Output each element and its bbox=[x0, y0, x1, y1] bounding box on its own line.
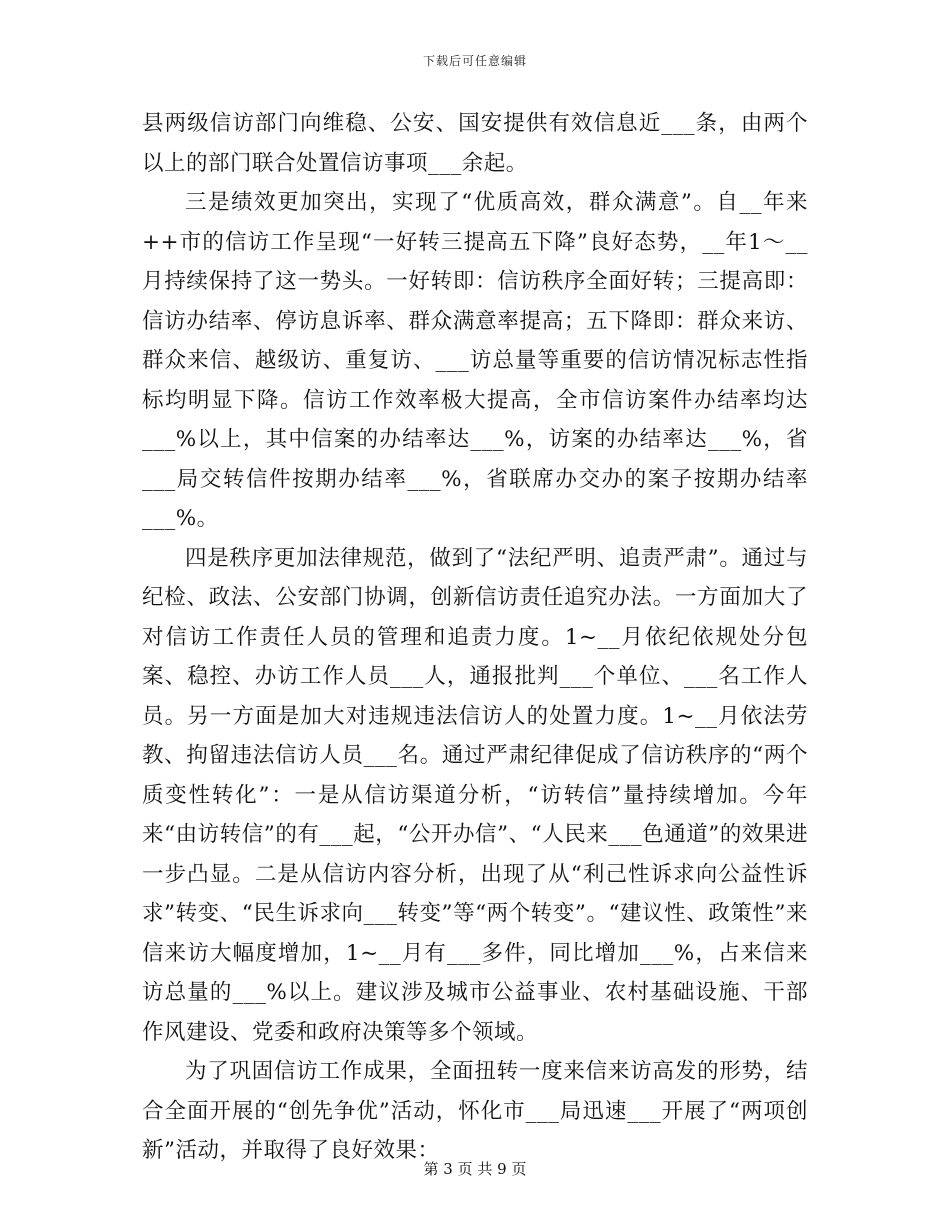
paragraph-performance: 三是绩效更加突出，实现了“优质高效，群众满意”。自__年来++市的信访工作呈现“一好转三提高五下降”良好态势，__年1～__月持续保持了这一势头。一好转即：信访秩序全面好转；三提高即：信访办结率、停访息诉率、群众满意率提高；五下降即：群众来访、群众来信、越级访、重复访、___访总量等重要的信访情况标志性指标均明显下降。信访工作效率极大提高，全市信访案件办结率均达___%以上，其中信案的办结率达___%，访案的办结率达___%，省___局交转信件按期办结率___%，省联席办交办的案子按期办结率___%。 bbox=[142, 190, 808, 531]
paragraph-order-legal: 四是秩序更加法律规范，做到了“法纪严明、追责严肃”。通过与纪检、政法、公安部门协调，创新信访责任追究办法。一方面加大了对信访工作责任人员的管理和追责力度。1~__月依纪依规处分包案、稳控、办访工作人员___人，通报批判___个单位、___名工作人员。另一方面是加大对违规违法信访人的处置力度。1~__月依法劳教、拘留违法信访人员___名。通过严肃纪律促成了信访秩序的“两个质变性转化”：一是从信访渠道分析，“访转信”量持续增加。今年来“由访转信”的有___起，“公开办信”、“人民来___色通道”的效果进一步凸显。二是从信访内容分析，出现了从“利己性诉求向公益性诉求”转变、“民生诉求向___转变”等“两个转变”。“建议性、政策性”来信来访大幅度增加，1~__月有___多件，同比增加___%，占来信来访总量的___%以上。建议涉及城市公益事业、农村基础设施、干部作风建设、党委和政府决策等多个领域。 bbox=[142, 545, 808, 1045]
document-body bbox=[142, 104, 808, 1171]
paragraph-continuation: 县两级信访部门向维稳、公安、国安提供有效信息近___条，由两个以上的部门联合处置信访事项___余起。 bbox=[142, 111, 808, 176]
page-number-footer: 第 3 页 共 9 页 bbox=[423, 1160, 527, 1178]
page-header: 下载后可任意编辑 bbox=[422, 54, 527, 68]
paragraph-innovation: 为了巩固信访工作成果，全面扭转一度来信来访高发的形势，结合全面开展的“创先争优”活动，怀化市___局迅速___开展了“两项创新”活动，并取得了良好效果： bbox=[142, 1059, 808, 1163]
